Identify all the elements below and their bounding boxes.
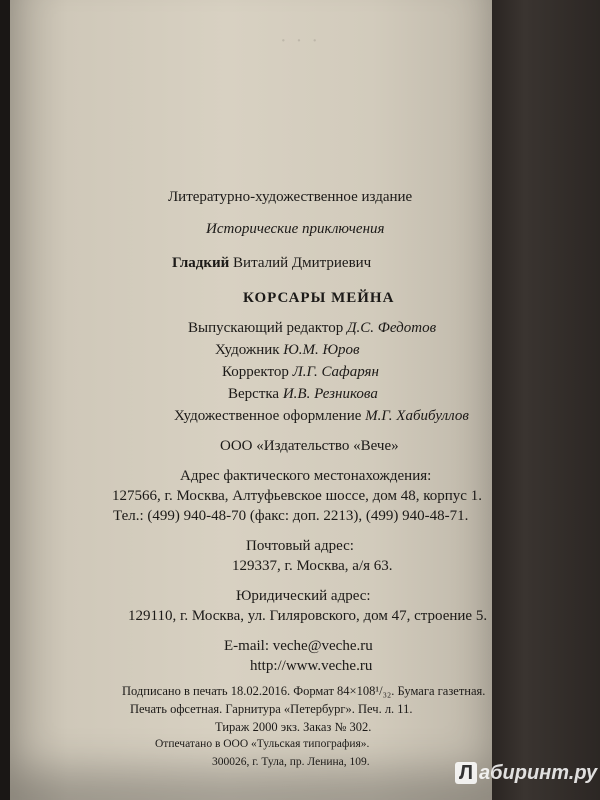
labirint-logo-icon: Л: [455, 762, 477, 784]
email-line: E-mail: veche@veche.ru: [224, 638, 373, 654]
postal-address-value: 129337, г. Москва, а/я 63.: [232, 558, 393, 574]
print-info-line: Подписано в печать 18.02.2016. Формат 84×108¹/₃₂. Бумага газетная.: [122, 684, 486, 698]
watermark-text: абиринт.ру: [479, 762, 598, 784]
legal-address-label: Юридический адрес:: [236, 588, 371, 604]
actual-address-phones: Тел.: (499) 940-48-70 (факс: доп. 2213), (499) 940-48-71.: [113, 508, 469, 524]
credit-person: М.Г. Хабибуллов: [365, 408, 469, 424]
credit-role: Выпускающий редактор: [188, 320, 344, 336]
credit-person: И.В. Резникова: [282, 386, 378, 402]
postal-address-label: Почтовый адрес:: [246, 538, 354, 554]
website-line: http://www.veche.ru: [250, 658, 373, 674]
credit-role: Художник: [215, 342, 280, 358]
credit-line: [215, 342, 360, 359]
credit-line: [188, 320, 436, 337]
actual-address-street: 127566, г. Москва, Алтуфьевское шоссе, дом 48, корпус 1.: [112, 488, 482, 504]
author-surname: Гладкий: [172, 255, 230, 271]
credit-person: Л.Г. Сафарян: [292, 364, 379, 380]
credit-role: Верстка: [228, 386, 280, 402]
publisher-name: ООО «Издательство «Вече»: [220, 438, 399, 454]
print-info-line: 300026, г. Тула, пр. Ленина, 109.: [212, 756, 370, 768]
author-name: Виталий Дмитриевич: [233, 255, 372, 271]
print-info-line: Печать офсетная. Гарнитура «Петербург». Печ. л. 11.: [130, 702, 413, 716]
credit-line: [222, 364, 379, 381]
genre-line: Литературно-художественное издание: [168, 189, 413, 205]
credit-person: Д.С. Федотов: [347, 320, 437, 336]
credit-line: [174, 408, 469, 425]
credit-role: Корректор: [222, 364, 289, 380]
print-info-line: Тираж 2000 экз. Заказ № 302.: [215, 720, 372, 734]
adjacent-page-edge: [492, 0, 600, 800]
credit-line: [228, 386, 378, 403]
credit-person: Ю.М. Юров: [283, 342, 360, 358]
labirint-watermark: [455, 762, 597, 785]
print-info-line: Отпечатано в ООО «Тульская типография».: [155, 738, 370, 750]
book-title: КОРСАРЫ МЕЙНА: [243, 290, 395, 306]
book-page: [10, 0, 492, 800]
author-line: [172, 255, 371, 272]
actual-address-label: Адрес фактического местонахождения:: [180, 468, 432, 484]
legal-address-value: 129110, г. Москва, ул. Гиляровского, дом 47, строение 5.: [128, 608, 488, 624]
show-through-text: · · ·: [280, 30, 320, 52]
credit-role: Художественное оформление: [174, 408, 362, 424]
series-line: Исторические приключения: [206, 221, 385, 237]
